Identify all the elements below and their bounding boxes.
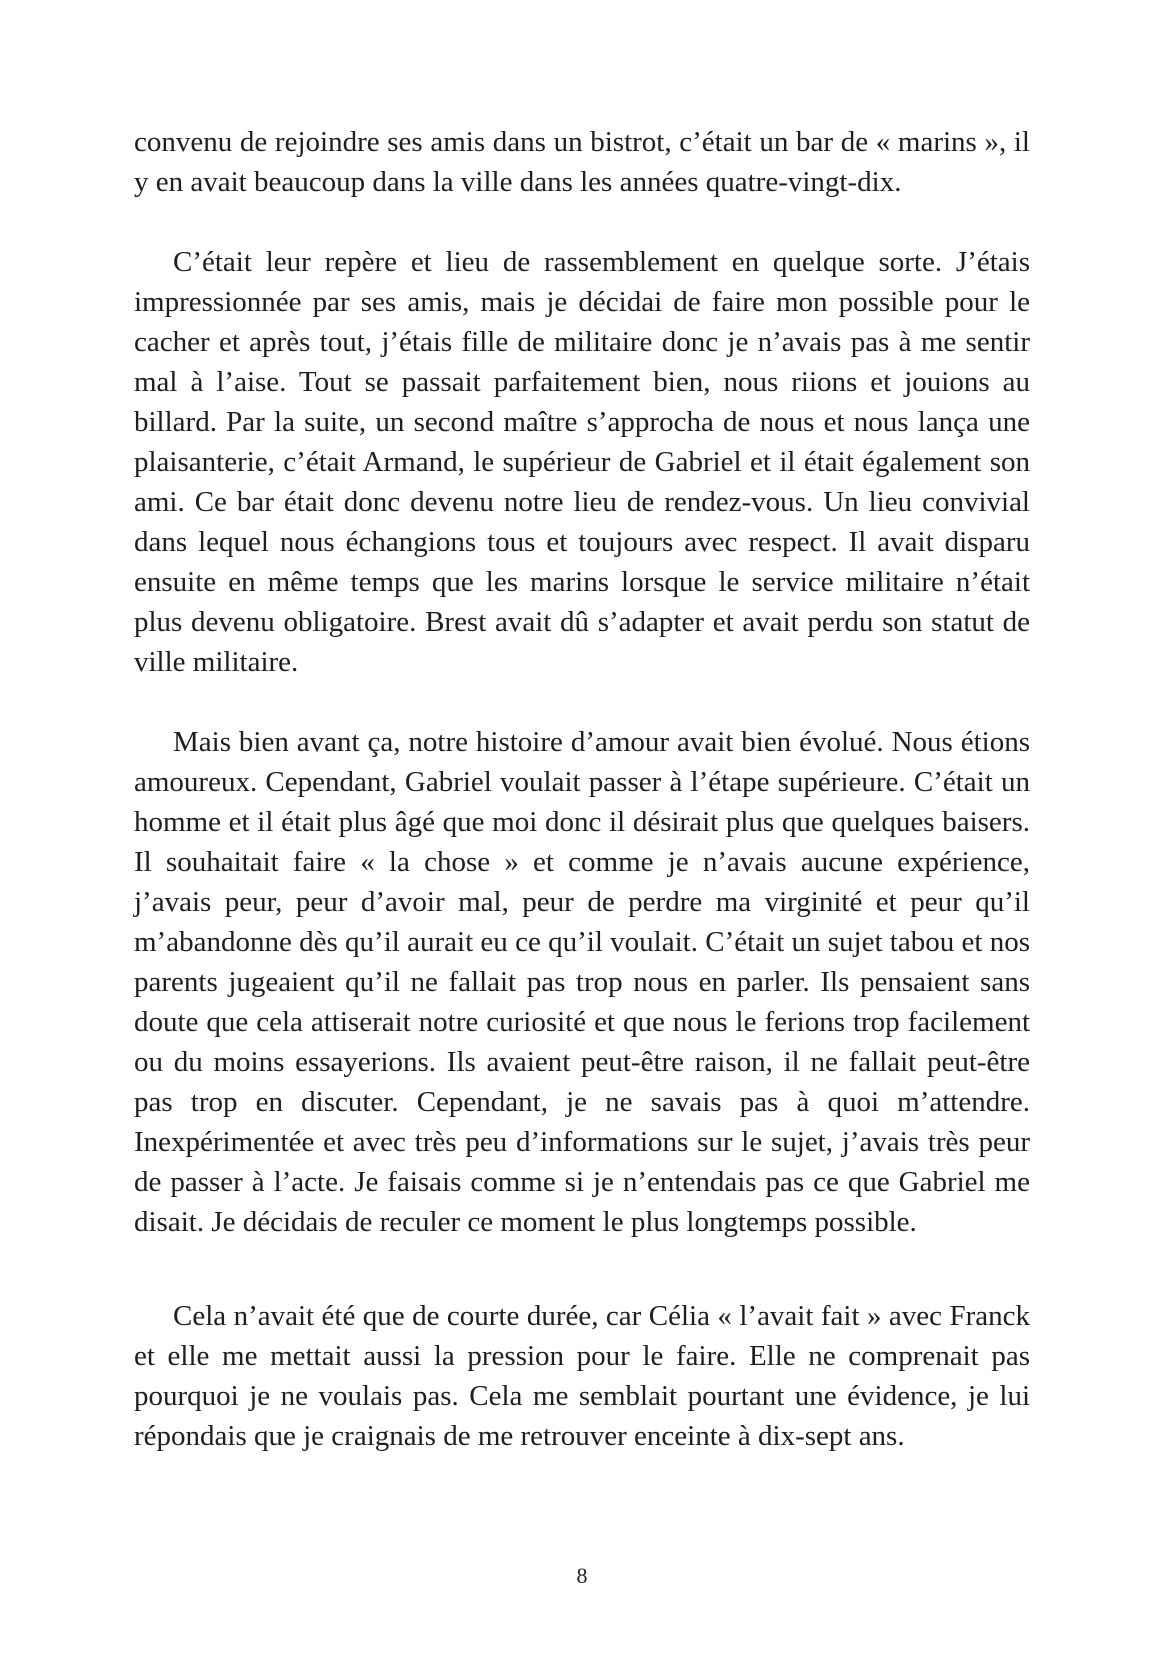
paragraph-2: C’était leur repère et lieu de rassemblement en quelque sorte. J’étais impressionnée par ses amis, mais je décidai de faire mon possible pour le cacher et après tout, j’étais fille de militaire donc je n’avais pas à me sentir mal à l’aise. Tout se passait parfaitement bien, nous riions et jouions au billard. Par la suite, un second maître s’approcha de nous et nous lança une plaisanterie, c’était Armand, le supérieur de Gabriel et il était également son ami. Ce bar était donc devenu notre lieu de rendez-vous. Un lieu convivial dans lequel nous échangions tous et toujours avec respect. Il avait disparu ensuite en même temps que les marins lorsque le service militaire n’était plus devenu obligatoire. Brest avait dû s’adapter et avait perdu son statut de ville militaire. xyxy=(134,246,1030,678)
page-body xyxy=(134,122,1030,1456)
page-number: 8 xyxy=(576,1563,588,1588)
paragraph-3: Mais bien avant ça, notre histoire d’amour avait bien évolué. Nous étions amoureux. Cependant, Gabriel voulait passer à l’étape supérieure. C’était un homme et il était plus âgé que moi donc il désirait plus que quelques baisers. Il souhaitait faire « la chose » et comme je n’avais aucune expérience, j’avais peur, peur d’avoir mal, peur de perdre ma virginité et peur qu’il m’abandonne dès qu’il aurait eu ce qu’il voulait. C’était un sujet tabou et nos parents jugeaient qu’il ne fallait pas trop nous en parler. Ils pensaient sans doute que cela attiserait notre curiosité et que nous le ferions trop facilement ou du moins essayerions. Ils avaient peut-être raison, il ne fallait peut-être pas trop en discuter. Cependant, je ne savais pas à quoi m’attendre. Inexpérimentée et avec très peu d’informations sur le sujet, j’avais très peur de passer à l’acte. Je faisais comme si je n’entendais pas ce que Gabriel me disait. Je décidais de reculer ce moment le plus longtemps possible. xyxy=(134,726,1030,1238)
paragraph-1: convenu de rejoindre ses amis dans un bistrot, c’était un bar de « marins », il y en avait beaucoup dans la ville dans les années quatre-vingt-dix. xyxy=(134,126,1030,198)
paragraph-4: Cela n’avait été que de courte durée, car Célia « l’avait fait » avec Franck et elle me mettait aussi la pression pour le faire. Elle ne comprenait pas pourquoi je ne voulais pas. Cela me semblait pourtant une évidence, je lui répondais que je craignais de me retrouver enceinte à dix-sept ans. xyxy=(134,1300,1030,1452)
